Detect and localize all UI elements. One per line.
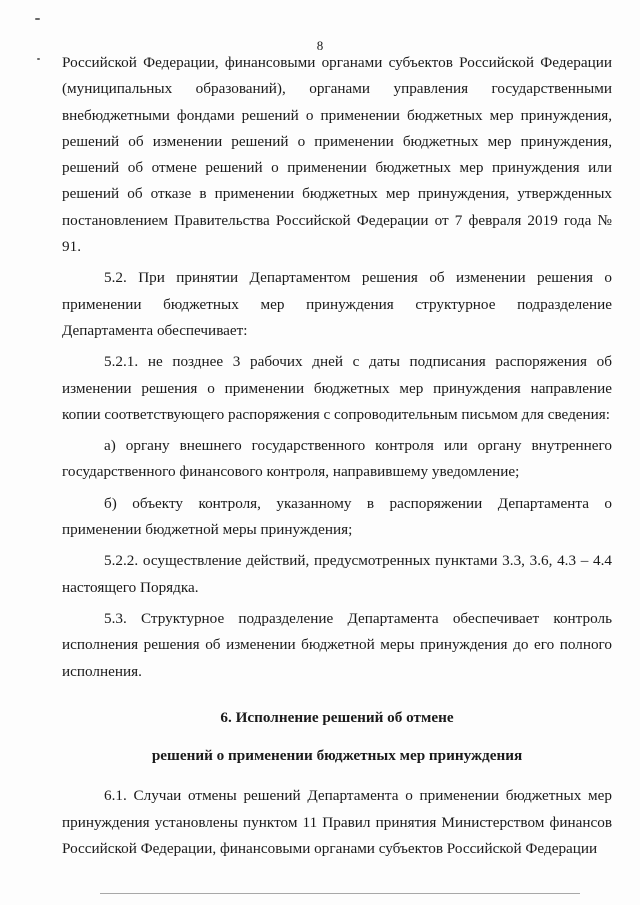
- paragraph-5-2-2: 5.2.2. осуществление действий, предусмотренных пунктами 3.3, 3.6, 4.3 – 4.4 настоящего Порядка.: [62, 552, 612, 596]
- bottom-divider: [100, 893, 580, 894]
- page-number: 8: [316, 38, 324, 53]
- section-heading-line-1: 6. Исполнение решений об отмене: [220, 708, 454, 726]
- paragraph-item-b: б) объекту контроля, указанному в распоряжении Департамента о применении бюджетной меры принуждения;: [62, 494, 612, 539]
- paragraph-5-2-1: 5.2.1. не позднее 3 рабочих дней с даты подписания распоряжения об изменении решения о применении бюджетных мер принуждения направление копии соответствующего распоряжения с сопроводительным письмом для сведения:: [62, 353, 612, 423]
- paragraph-continuation: Российской Федерации, финансовыми органами субъектов Российской Федерации (муниципальных образований), органами управления государственными внебюджетными фондами решений о применении бюджетных мер принуждения, решений об изменении решений о применении бюджетных мер принуждения, решений об отмене решений о применении бюджетных мер принуждения или решений об отказе в применении бюджетных мер принуждения, утвержденных постановлением Правительства Российской Федерации от 7 февраля 2019 года № 91.: [62, 54, 612, 256]
- scan-artifact-mark: [35, 18, 40, 20]
- paragraph-5-3: 5.3. Структурное подразделение Департамента обеспечивает контроль исполнения решения об изменении бюджетной меры принуждения до его полного исполнения.: [62, 609, 612, 680]
- scan-artifact-mark: [37, 58, 40, 60]
- document-body: [62, 50, 612, 862]
- paragraph-item-a: а) органу внешнего государственного контроля или органу внутреннего государственного финансового контроля, направившему уведомление;: [62, 437, 612, 481]
- paragraph-6-1: 6.1. Случаи отмены решений Департамента о применении бюджетных мер принуждения установлены пунктом 11 Правил принятия Министерством финансов Российской Федерации, финансовыми органами субъектов Российской Федерации: [62, 787, 612, 858]
- section-heading-line-2: решений о применении бюджетных мер принуждения: [151, 747, 523, 765]
- paragraph-5-2: 5.2. При принятии Департаментом решения об изменении решения о применении бюджетных мер принуждения структурное подразделение Департамента обеспечивает:: [62, 269, 612, 339]
